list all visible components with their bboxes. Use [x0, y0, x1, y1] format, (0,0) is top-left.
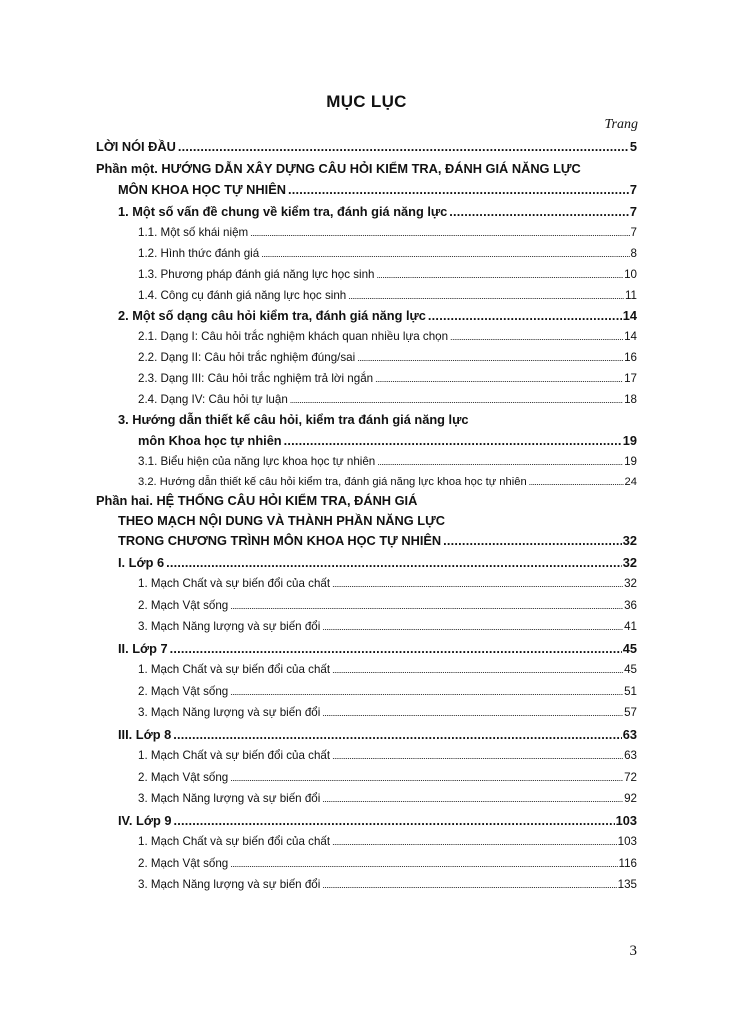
toc-leader — [261, 245, 629, 263]
section-heading: 3. Hướng dẫn thiết kế câu hỏi, kiểm tra đánh giá năng lực — [118, 412, 469, 427]
toc-page-number: 10 — [624, 268, 637, 281]
toc-entry-subsection[interactable] — [138, 473, 637, 491]
toc-entry-subsection[interactable] — [138, 790, 637, 808]
toc-entry-label: 1. Mạch Chất và sự biến đổi của chất — [138, 663, 331, 676]
toc-entry-subsection[interactable] — [138, 876, 637, 894]
toc-entry-label: 2.4. Dạng IV: Câu hỏi tự luận — [138, 393, 288, 406]
toc-leader — [322, 618, 623, 636]
toc-page-number: 36 — [624, 599, 637, 612]
toc-page-number: 57 — [624, 706, 637, 719]
toc-page-number: 32 — [622, 533, 637, 548]
toc-entry-label: III. Lớp 8 — [118, 727, 172, 742]
toc-page-number: 103 — [617, 835, 637, 848]
toc-entry-label: 1. Mạch Chất và sự biến đổi của chất — [138, 577, 331, 590]
toc-entry-label: 2.1. Dạng I: Câu hỏi trắc nghiệm khách quan nhiều lựa chọn — [138, 330, 449, 343]
toc-entry-label: 1.2. Hình thức đánh giá — [138, 247, 260, 260]
part-two-heading: Phần hai. HỆ THỐNG CÂU HỎI KIỂM TRA, ĐÁNH GIÁ — [96, 493, 418, 508]
toc-page-number: 19 — [622, 433, 637, 448]
toc-entry-subsection[interactable] — [138, 328, 637, 346]
toc-entry-subsection[interactable] — [138, 661, 637, 679]
toc-leader — [230, 769, 623, 787]
toc-entry-grade[interactable] — [118, 640, 637, 658]
page-column-label: Trang — [604, 117, 638, 132]
toc-entry-label: II. Lớp 7 — [118, 641, 168, 656]
page-title: MỤC LỤC — [326, 92, 407, 111]
toc-leader — [250, 224, 629, 242]
toc-entry-label: IV. Lớp 9 — [118, 813, 172, 828]
toc-entry-label: 1. Một số vấn đề chung về kiểm tra, đánh giá năng lực — [118, 204, 448, 219]
toc-entry-subsection[interactable] — [138, 370, 637, 388]
toc-leader — [322, 876, 616, 894]
toc-entry-label: 2.2. Dạng II: Câu hỏi trắc nghiệm đúng/sai — [138, 351, 356, 364]
toc-leader — [443, 532, 622, 550]
toc-entry-part-one[interactable] — [118, 181, 637, 199]
toc-entry-subsection[interactable] — [138, 597, 637, 615]
toc-entry-label: 2. Mạch Vật sống — [138, 685, 229, 698]
toc-entry-subsection[interactable] — [138, 245, 637, 263]
toc-leader — [170, 640, 622, 658]
toc-entry-label: 2. Mạch Vật sống — [138, 771, 229, 784]
toc-leader — [173, 812, 614, 830]
toc-leader — [322, 704, 623, 722]
toc-entry-label: 2. Mạch Vật sống — [138, 599, 229, 612]
toc-entry-label: 1.4. Công cụ đánh giá năng lực học sinh — [138, 289, 347, 302]
toc-entry-label: 1.1. Một số khái niệm — [138, 226, 249, 239]
toc-leader — [357, 349, 623, 367]
toc-page-number: 45 — [624, 663, 637, 676]
toc-entry-label: 2.3. Dạng III: Câu hỏi trắc nghiệm trả lời ngắn — [138, 372, 374, 385]
part-two-heading-line2: THEO MẠCH NỘI DUNG VÀ THÀNH PHẦN NĂNG LỰC — [118, 513, 445, 528]
toc-entry-subsection[interactable] — [138, 833, 637, 851]
toc-entry-grade[interactable] — [118, 726, 637, 744]
toc-leader — [348, 287, 624, 305]
toc-entry-label: 1.3. Phương pháp đánh giá năng lực học sinh — [138, 268, 375, 281]
toc-page-number: 41 — [624, 620, 637, 633]
toc-page-number: 24 — [624, 476, 637, 488]
toc-entry-subsection[interactable] — [138, 683, 637, 701]
toc-entry-label: 2. Một số dạng câu hỏi kiểm tra, đánh giá năng lực — [118, 308, 426, 323]
toc-entry-subsection[interactable] — [138, 287, 637, 305]
toc-entry-label: 3.2. Hướng dẫn thiết kế câu hỏi kiểm tra, đánh giá năng lực khoa học tự nhiên — [138, 476, 527, 488]
toc-entry-label: môn Khoa học tự nhiên — [138, 433, 282, 448]
toc-leader — [377, 453, 623, 471]
toc-entry-label: 2. Mạch Vật sống — [138, 857, 229, 870]
toc-entry-subsection[interactable] — [138, 855, 637, 873]
toc-leader — [375, 370, 623, 388]
toc-leader — [449, 203, 629, 221]
toc-entry-subsection[interactable] — [138, 704, 637, 722]
toc-entry-label: 3. Mạch Năng lượng và sự biến đổi — [138, 792, 321, 805]
toc-entry-label: MÔN KHOA HỌC TỰ NHIÊN — [118, 182, 286, 197]
toc-entry-grade[interactable] — [118, 812, 637, 830]
toc-entry-label: LỜI NÓI ĐẦU — [96, 139, 176, 154]
toc-page-number: 7 — [629, 204, 637, 219]
toc-entry-foreword[interactable] — [96, 138, 637, 156]
toc-entry-label: 1. Mạch Chất và sự biến đổi của chất — [138, 835, 331, 848]
toc-page-number: 63 — [624, 749, 637, 762]
toc-entry-subsection[interactable] — [138, 618, 637, 636]
toc-leader — [332, 661, 623, 679]
toc-leader — [230, 855, 617, 873]
toc-page-number: 72 — [624, 771, 637, 784]
toc-entry-label: 3. Mạch Năng lượng và sự biến đổi — [138, 878, 321, 891]
toc-page-number: 11 — [624, 289, 637, 302]
toc-entry-subsection[interactable] — [138, 224, 637, 242]
toc-entry-subsection[interactable] — [138, 747, 637, 765]
toc-page-number: 16 — [624, 351, 637, 364]
toc-entry-section[interactable] — [118, 203, 637, 221]
toc-leader — [230, 597, 623, 615]
part-one-heading: Phần một. HƯỚNG DẪN XÂY DỰNG CÂU HỎI KIỂM TRA, ĐÁNH GIÁ NĂNG LỰC — [96, 161, 581, 176]
toc-leader — [284, 432, 622, 450]
toc-entry-label: 1. Mạch Chất và sự biến đổi của chất — [138, 749, 331, 762]
toc-leader — [322, 790, 623, 808]
toc-page-number: 14 — [622, 308, 637, 323]
toc-entry-subsection[interactable] — [138, 453, 637, 471]
toc-leader — [332, 747, 623, 765]
toc-leader — [332, 833, 617, 851]
toc-page-number: 51 — [624, 685, 637, 698]
toc-entry-subsection[interactable] — [138, 575, 637, 593]
toc-entry-section[interactable] — [118, 307, 637, 325]
toc-leader — [332, 575, 623, 593]
toc-leader — [230, 683, 623, 701]
toc-page-number: 92 — [624, 792, 637, 805]
toc-page-number: 32 — [622, 555, 637, 570]
toc-page-number: 116 — [618, 857, 637, 870]
toc-entry-label: 3. Mạch Năng lượng và sự biến đổi — [138, 620, 321, 633]
toc-entry-part-two[interactable] — [118, 532, 637, 550]
toc-entry-label: 3. Mạch Năng lượng và sự biến đổi — [138, 706, 321, 719]
toc-entry-label: I. Lớp 6 — [118, 555, 165, 570]
toc-page-number: 19 — [624, 455, 637, 468]
toc-leader — [377, 266, 624, 284]
toc-leader — [450, 328, 623, 346]
toc-entry-label: TRONG CHƯƠNG TRÌNH MÔN KHOA HỌC TỰ NHIÊN — [118, 533, 442, 548]
toc-entry-grade[interactable] — [118, 554, 637, 572]
toc-entry-subsection[interactable] — [138, 266, 637, 284]
page-number: 3 — [629, 943, 637, 959]
toc-entry-section[interactable] — [138, 432, 637, 450]
toc-leader — [166, 554, 622, 572]
toc-page-number: 17 — [624, 372, 637, 385]
toc-page-number: 5 — [629, 139, 637, 154]
toc-page-number: 45 — [622, 641, 637, 656]
toc-entry-subsection[interactable] — [138, 349, 637, 367]
toc-leader — [529, 473, 624, 491]
toc-page-number: 135 — [617, 878, 637, 891]
toc-entry-subsection[interactable] — [138, 391, 637, 409]
toc-leader — [428, 307, 622, 325]
toc-page-number: 14 — [624, 330, 637, 343]
toc-leader — [288, 181, 629, 199]
toc-leader — [173, 726, 622, 744]
toc-page-number: 63 — [622, 727, 637, 742]
toc-entry-subsection[interactable] — [138, 769, 637, 787]
toc-page-number: 7 — [629, 182, 637, 197]
toc-page-number: 103 — [615, 813, 637, 828]
toc-page-number: 18 — [624, 393, 637, 406]
toc-page-number: 8 — [630, 247, 637, 260]
toc-entry-label: 3.1. Biểu hiện của năng lực khoa học tự nhiên — [138, 455, 376, 468]
toc-page-number: 32 — [624, 577, 637, 590]
toc-leader — [178, 138, 629, 156]
toc-page-number: 7 — [630, 226, 637, 239]
toc-leader — [290, 391, 623, 409]
